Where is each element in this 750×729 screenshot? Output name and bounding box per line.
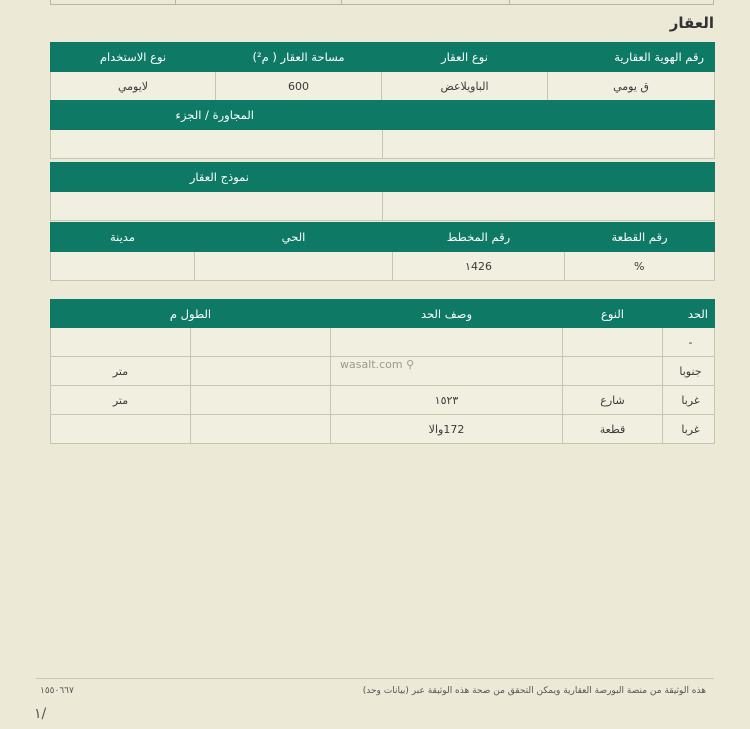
value-city xyxy=(51,252,195,281)
cell-type xyxy=(563,357,663,386)
footer-note: هذه الوثيقة من منصة البورصة العقارية ويمكن التحقق من صحة هذه الوثيقة عبر (بيانات وحد) xyxy=(362,686,706,696)
cell-description xyxy=(331,328,563,357)
top-rule xyxy=(50,0,714,5)
boundaries-table xyxy=(50,299,715,444)
value-neighbourhood-left xyxy=(51,130,383,159)
header-neighbourhood: المجاورة / الجزء xyxy=(51,101,715,130)
table-row xyxy=(51,328,715,357)
property-model-table xyxy=(50,162,715,221)
property-info-table xyxy=(50,42,715,101)
cell-extra xyxy=(191,357,331,386)
location-pin-icon: ⚲ xyxy=(406,358,415,371)
footer-rule xyxy=(36,678,714,679)
header-property-type: نوع العقار xyxy=(382,43,548,72)
top-rule-tick xyxy=(175,0,176,4)
value-neighbourhood-right xyxy=(383,130,715,159)
header-length: الطول م xyxy=(51,300,331,328)
header-boundary: الحد xyxy=(663,300,715,328)
cell-type: قطعة xyxy=(563,415,663,444)
cell-boundary: غربا xyxy=(663,386,715,415)
cell-length: متر xyxy=(51,386,191,415)
table-row xyxy=(51,386,715,415)
header-property-area: مساحة العقار ( م²) xyxy=(216,43,382,72)
header-boundary-description: وصف الحد xyxy=(331,300,563,328)
header-city: مدينة xyxy=(51,223,195,252)
cell-type xyxy=(563,328,663,357)
cell-boundary: غربا xyxy=(663,415,715,444)
top-rule-tick xyxy=(341,0,342,4)
watermark-text: wasalt.com xyxy=(340,358,403,371)
value-property-area: 600 xyxy=(216,72,382,101)
value-property-type: الباويلاعض xyxy=(382,72,548,101)
value-property-id: ق يومي xyxy=(548,72,715,101)
cell-length: متر xyxy=(51,357,191,386)
value-property-model-left xyxy=(51,192,383,221)
header-boundary-type: النوع xyxy=(563,300,663,328)
watermark xyxy=(340,358,414,371)
value-usage-type: لايومي xyxy=(51,72,216,101)
cell-type: شارع xyxy=(563,386,663,415)
header-property-id: رقم الهوية العقارية xyxy=(548,43,715,72)
cell-boundary: جنوبا xyxy=(663,357,715,386)
value-plot-number: % xyxy=(565,252,715,281)
cell-extra xyxy=(191,386,331,415)
cell-length xyxy=(51,328,191,357)
header-usage-type: نوع الاستخدام xyxy=(51,43,216,72)
cell-description: ١٥٢٣ xyxy=(331,386,563,415)
value-plan-number: ١426 xyxy=(393,252,565,281)
header-plot-number: رقم القطعة xyxy=(565,223,715,252)
cell-boundary: - xyxy=(663,328,715,357)
neighbourhood-table xyxy=(50,100,715,159)
header-district: الحي xyxy=(195,223,393,252)
value-district xyxy=(195,252,393,281)
location-table xyxy=(50,222,715,281)
header-plan-number: رقم المخطط xyxy=(393,223,565,252)
cell-length xyxy=(51,415,191,444)
cell-description: 172والا xyxy=(331,415,563,444)
header-property-model: نموذج العقار xyxy=(51,163,715,192)
cell-extra xyxy=(191,415,331,444)
page-number: ١/ xyxy=(34,706,47,722)
footer-reference: ١٥٥٠٦٦٧ xyxy=(40,686,74,696)
value-property-model-right xyxy=(383,192,715,221)
table-row xyxy=(51,415,715,444)
section-title: العقار xyxy=(669,14,714,32)
cell-extra xyxy=(191,328,331,357)
top-rule-tick xyxy=(509,0,510,4)
